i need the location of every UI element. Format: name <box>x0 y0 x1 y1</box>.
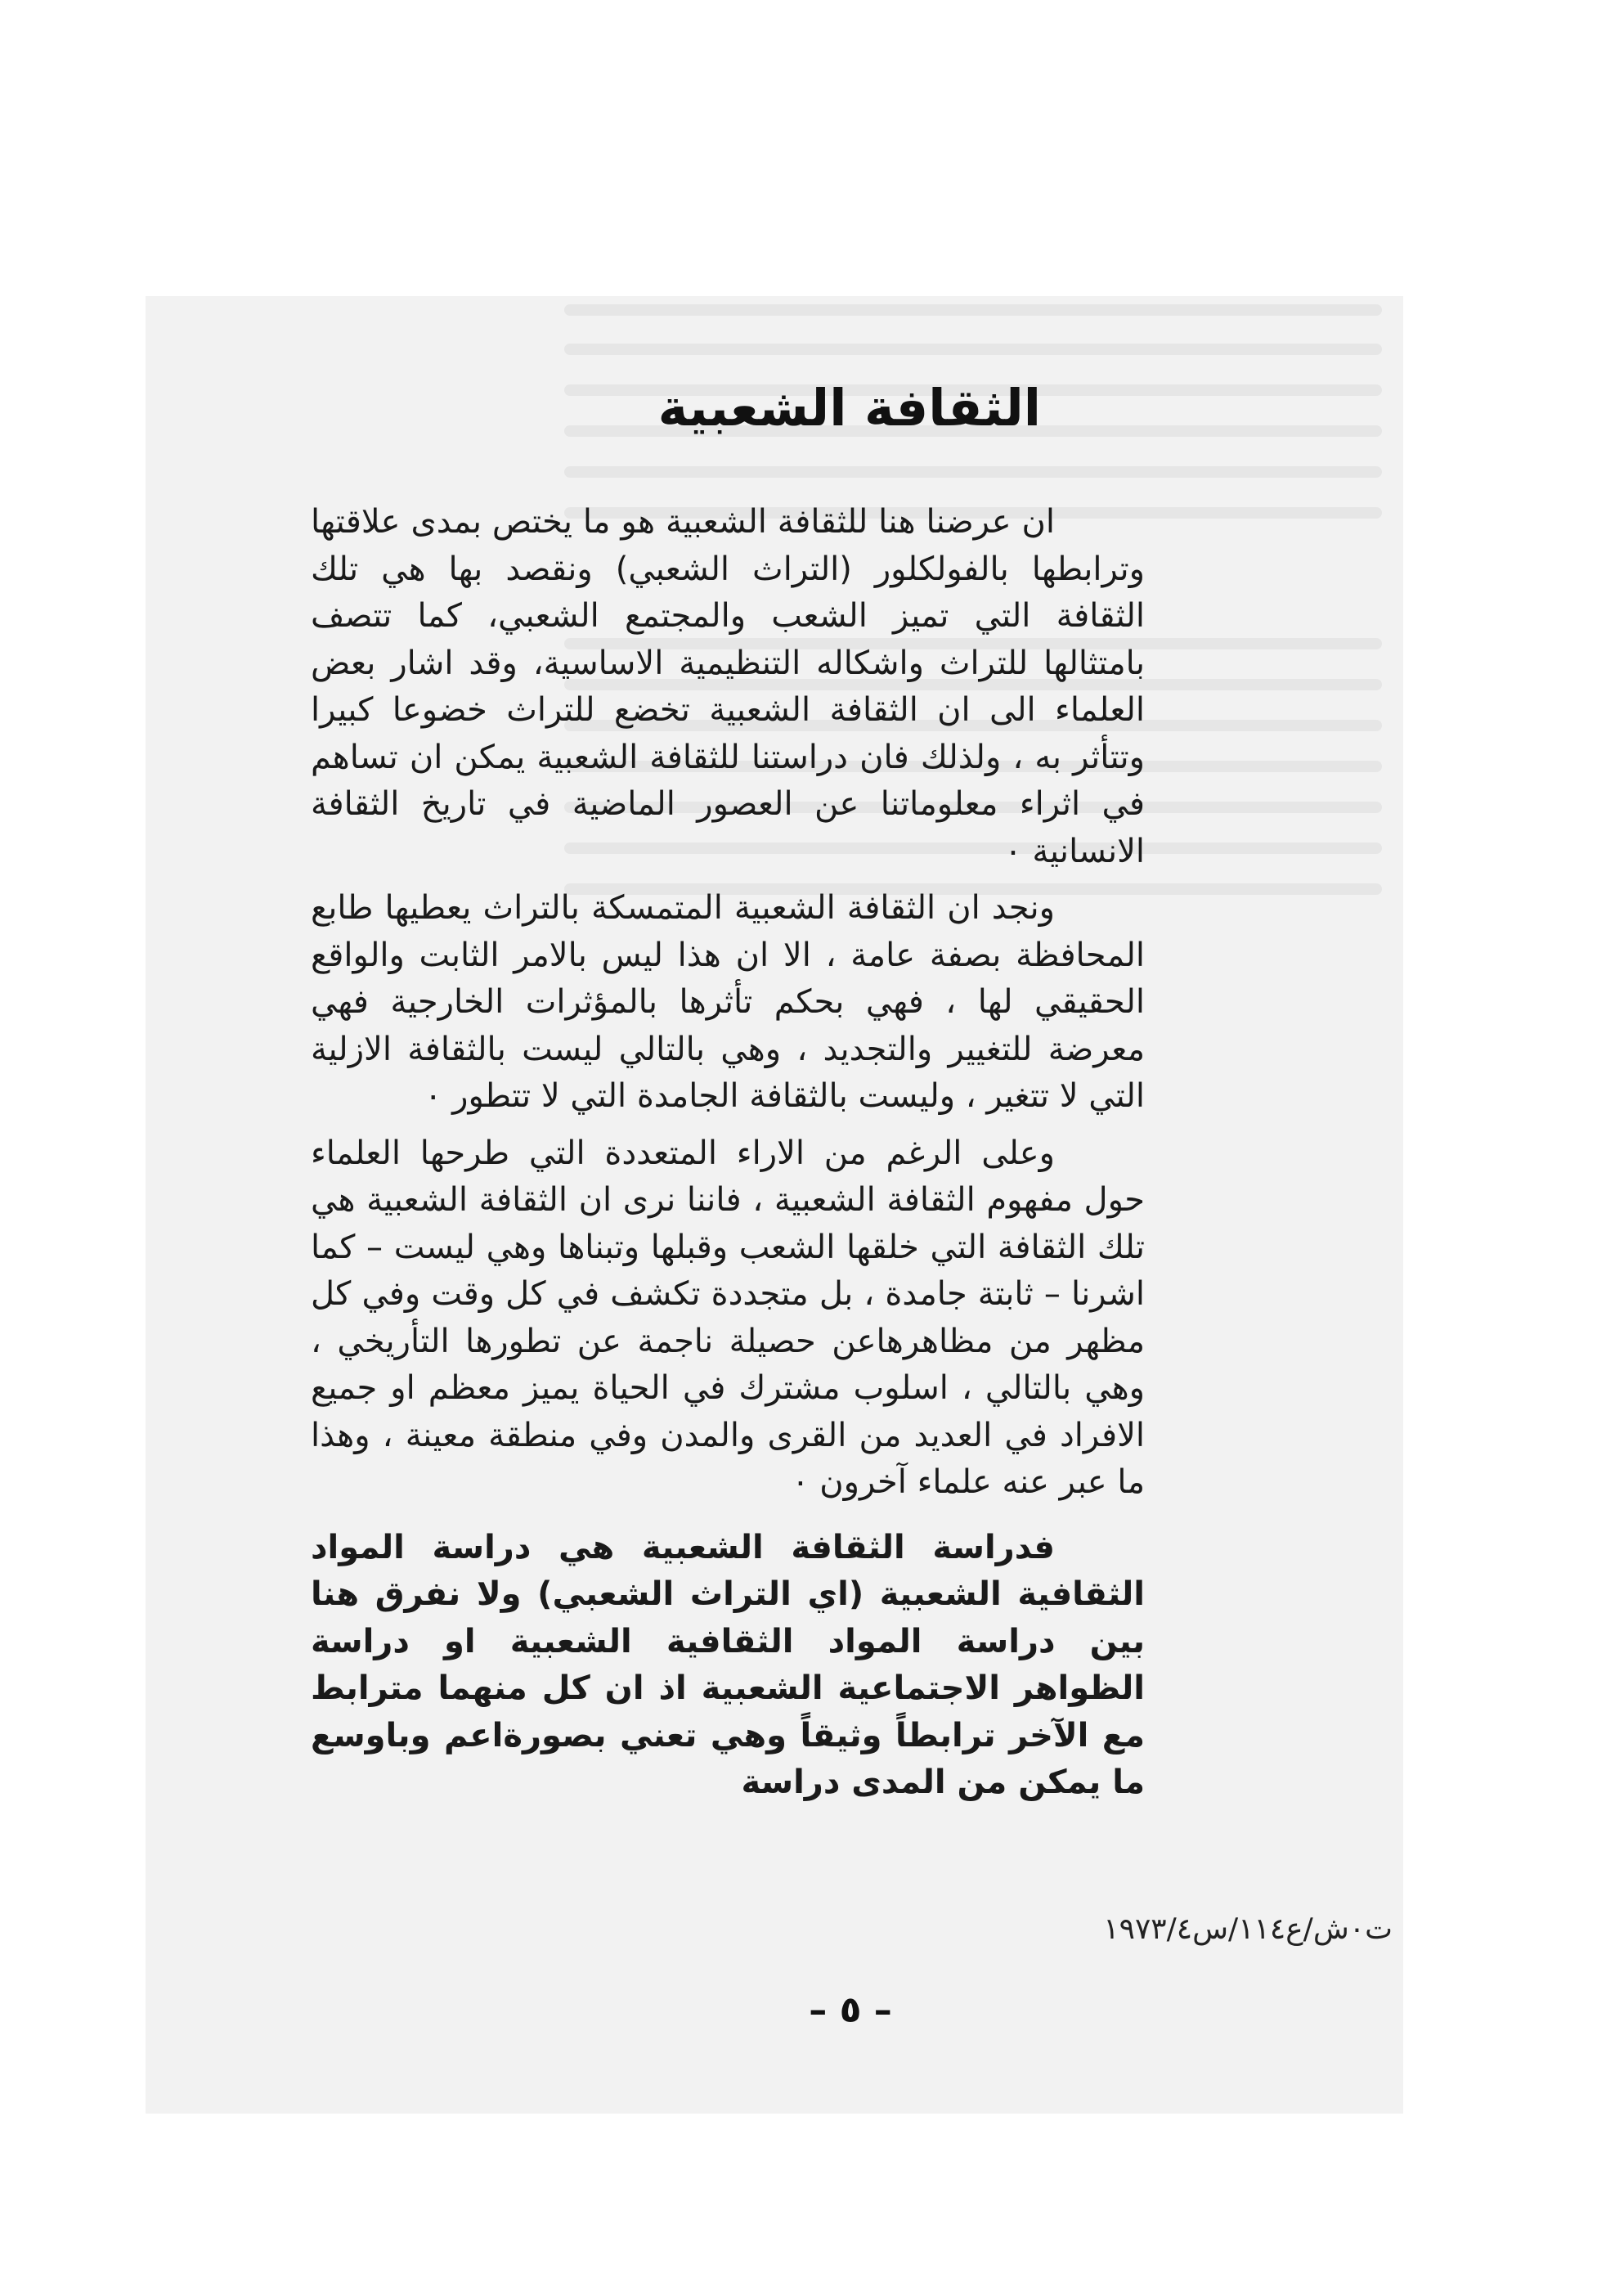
page-title: الثقافة الشعبية <box>657 378 1041 438</box>
paragraph: وعلى الرغم من الاراء المتعددة التي طرحها العلماء حول مفهوم الثقافة الشعبية ، فاننا نرى ان الثقافة الشعبية هي تلك الثقافة التي خلقها الشعب وقبلها وتبناها وهي ليست – كما اشرنا – ثابتة جامدة ، بل متجددة تكشف في كل وقت وفي كل مظهر من مظاهرهاعن حصيلة ناجمة عن تطورها التأريخي ، وهي بالتالي ، اسلوب مشترك في الحياة يميز معظم او جميع الافراد في العديد من القرى والمدن وفي منطقة معينة ، وهذا ما عبر عنه علماء آخرون ٠ <box>311 1134 1145 1501</box>
reference-code: ت٠ش/ع١١٤/س١٩٧٣/٤ <box>1103 1912 1393 1946</box>
document-body <box>311 499 1145 1817</box>
bleed-through-line <box>564 304 1382 316</box>
paragraph: ان عرضنا هنا للثقافة الشعبية هو ما يختص بمدى علاقتها وترابطها بالفولكلور (التراث الشعبي) ونقصد بها هي تلك الثقافة التي تميز الشعب والمجتمع الشعبي، كما تتصف بامتثالها للتراث واشكاله التنظيمية الاساسية، وقد اشار بعض العلماء الى ان الثقافة الشعبية تخضع للتراث خضوعا كبيرا وتتأثر به ، ولذلك فان دراستنا للثقافة الشعبية يمكن ان تساهم في اثراء معلوماتنا عن العصور الماضية في تاريخ الثقافة الانسانية ٠ <box>311 503 1145 870</box>
bleed-through-line <box>564 466 1382 478</box>
bleed-through-line <box>564 344 1382 355</box>
bold-paragraph: فدراسة الثقافة الشعبية هي دراسة المواد الثقافية الشعبية (اي التراث الشعبي) ولا نفرق هنا بين دراسة المواد الثقافية الشعبية او دراسة الظواهر الاجتماعية الشعبية اذ ان كل منهما مترابط مع الآخر ترابطاً وثيقاً وهي تعني بصورةاعم وباوسع ما يمكن من المدى دراسة <box>311 1528 1145 1801</box>
page-number: – ٥ – <box>809 1989 892 2031</box>
paragraph: ونجد ان الثقافة الشعبية المتمسكة بالتراث يعطيها طابع المحافظة بصفة عامة ، الا ان هذا ليس بالامر الثابت والواقع الحقيقي لها ، فهي بحكم تأثرها بالمؤثرات الخارجية فهي معرضة للتغيير والتجديد ، وهي بالتالي ليست بالثقافة الازلية التي لا تتغير ، وليست بالثقافة الجامدة التي لا تتطور ٠ <box>311 889 1145 1115</box>
